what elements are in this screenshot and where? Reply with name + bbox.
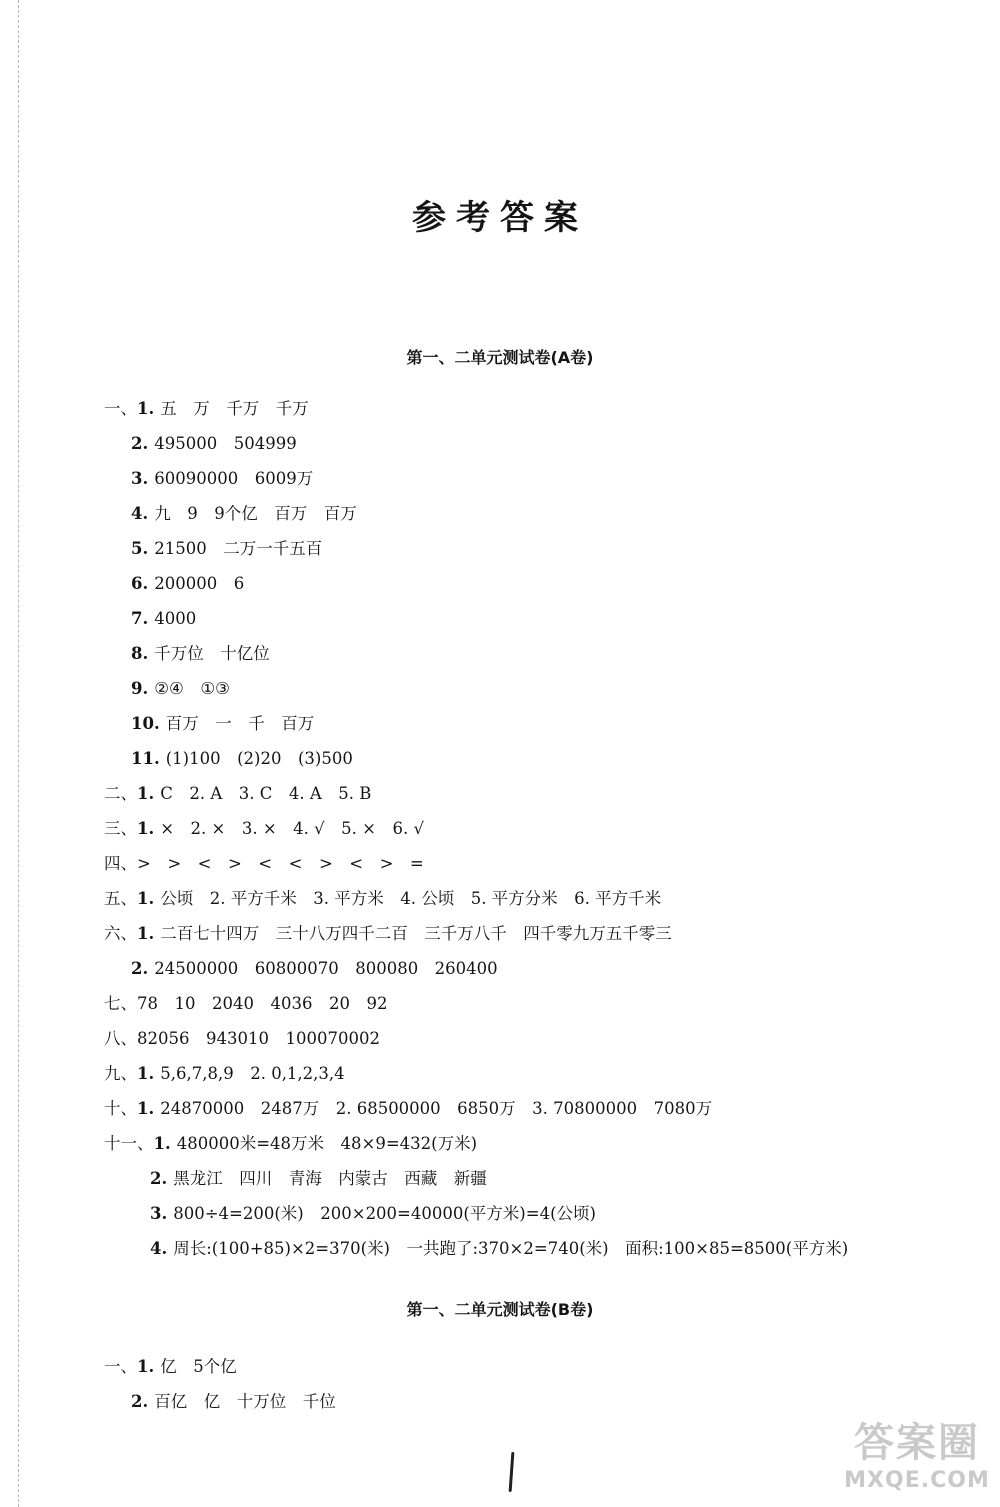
answer-text: 200000 6 (154, 574, 245, 593)
answer-line (104, 1099, 712, 1119)
answer-line (104, 889, 661, 909)
item-number: 1. (137, 399, 155, 418)
watermark-logo (838, 1418, 996, 1504)
answer-text: 百万 一 千 百万 (165, 714, 315, 733)
page-number-mark (509, 1452, 515, 1492)
page-title: 参考答案 (412, 198, 588, 238)
answer-text: 黑龙江 四川 青海 内蒙古 西藏 新疆 (173, 1169, 487, 1188)
answer-text: 24870000 2487万 2. 68500000 6850万 3. 70800000 7080万 (160, 1099, 713, 1118)
item-number: 3. (150, 1204, 168, 1223)
item-number: 7. (131, 609, 149, 628)
answer-line (131, 609, 196, 629)
item-number: 1. (137, 889, 155, 908)
answer-line (104, 854, 424, 874)
answer-text: 495000 504999 (154, 434, 297, 453)
question-prefix: 八、 (104, 1029, 137, 1048)
answer-text: 二百七十四万 三十八万四千二百 三千万八千 四千零九万五千零三 (160, 924, 672, 943)
answer-line (104, 819, 424, 839)
answer-line (150, 1239, 848, 1259)
answer-line (131, 714, 314, 734)
item-number: 1. (137, 784, 155, 803)
answer-line (131, 469, 313, 489)
answer-text: 82056 943010 100070002 (137, 1029, 380, 1048)
answer-text: 5,6,7,8,9 2. 0,1,2,3,4 (160, 1064, 345, 1083)
question-prefix: 二、 (104, 784, 137, 803)
question-prefix: 五、 (104, 889, 137, 908)
answer-line (104, 924, 672, 944)
section-heading: 第一、二单元测试卷(B卷) (406, 1300, 594, 1319)
watermark-sub-text: MXQE.COM (844, 1468, 990, 1493)
answer-text: 百亿 亿 十万位 千位 (154, 1392, 336, 1411)
answer-line (150, 1169, 487, 1189)
answer-text: 21500 二万一千五百 (154, 539, 323, 558)
answer-line (104, 1064, 345, 1084)
answer-text: 五 万 千万 千万 (160, 399, 309, 418)
question-prefix: 七、 (104, 994, 137, 1013)
watermark-main-text: 答案圈 (854, 1420, 980, 1466)
item-number: 2. (150, 1169, 168, 1188)
answer-text: 公顷 2. 平方千米 3. 平方米 4. 公顷 5. 平方分米 6. 平方千米 (160, 889, 662, 908)
question-prefix: 四、 (104, 854, 137, 873)
item-number: 4. (131, 504, 149, 523)
answer-line (131, 959, 498, 979)
answer-text: ②④ ①③ (154, 679, 230, 698)
answer-line (131, 679, 230, 699)
item-number: 2. (131, 434, 149, 453)
answer-line (131, 1392, 336, 1412)
question-prefix: 六、 (104, 924, 137, 943)
item-number: 8. (131, 644, 149, 663)
answer-line (104, 1029, 380, 1049)
item-number: 5. (131, 539, 149, 558)
answer-line (104, 784, 371, 804)
answer-text: 周长:(100+85)×2=370(米) 一共跑了:370×2=740(米) 面积:100×85=8500(平方米) (173, 1239, 849, 1258)
answer-text: 4000 (154, 609, 197, 628)
question-prefix: 九、 (104, 1064, 137, 1083)
item-number: 6. (131, 574, 149, 593)
item-number: 10. (131, 714, 160, 733)
item-number: 1. (137, 819, 155, 838)
item-number: 1. (137, 1064, 155, 1083)
answer-line (104, 1134, 477, 1154)
answer-text: 千万位 十亿位 (154, 644, 270, 663)
answer-line (131, 539, 322, 559)
answer-line (131, 504, 357, 524)
answer-line (131, 749, 353, 769)
answer-text: 800÷4=200(米) 200×200=40000(平方米)=4(公顷) (173, 1204, 596, 1223)
answer-text: 480000米=48万米 48×9=432(万米) (176, 1134, 478, 1153)
answer-text: > > < > < < > < > = (137, 854, 424, 873)
answer-line (131, 434, 297, 454)
item-number: 11. (131, 749, 160, 768)
answer-text: 78 10 2040 4036 20 92 (137, 994, 388, 1013)
section-heading: 第一、二单元测试卷(A卷) (406, 348, 594, 367)
answer-text: 九 9 9个亿 百万 百万 (154, 504, 357, 523)
answer-line (104, 1357, 237, 1377)
answer-text: (1)100 (2)20 (3)500 (165, 749, 353, 768)
question-prefix: 三、 (104, 819, 137, 838)
answer-line (104, 399, 309, 419)
item-number: 2. (131, 959, 149, 978)
item-number: 3. (131, 469, 149, 488)
answer-line (104, 994, 387, 1014)
item-number: 1. (153, 1134, 171, 1153)
answer-text: 亿 5个亿 (160, 1357, 237, 1376)
question-prefix: 一、 (104, 1357, 137, 1376)
answer-text: 60090000 6009万 (154, 469, 314, 488)
question-prefix: 十一、 (104, 1134, 154, 1153)
item-number: 1. (137, 924, 155, 943)
answer-line (131, 574, 244, 594)
answer-line (131, 644, 270, 664)
item-number: 1. (137, 1099, 155, 1118)
answer-text: 24500000 60800070 800080 260400 (154, 959, 498, 978)
item-number: 9. (131, 679, 149, 698)
item-number: 1. (137, 1357, 155, 1376)
question-prefix: 十、 (104, 1099, 137, 1118)
item-number: 2. (131, 1392, 149, 1411)
answer-line (150, 1204, 596, 1224)
item-number: 4. (150, 1239, 168, 1258)
answer-text: C 2. A 3. C 4. A 5. B (160, 784, 372, 803)
answer-text: × 2. × 3. × 4. √ 5. × 6. √ (160, 819, 425, 838)
question-prefix: 一、 (104, 399, 137, 418)
